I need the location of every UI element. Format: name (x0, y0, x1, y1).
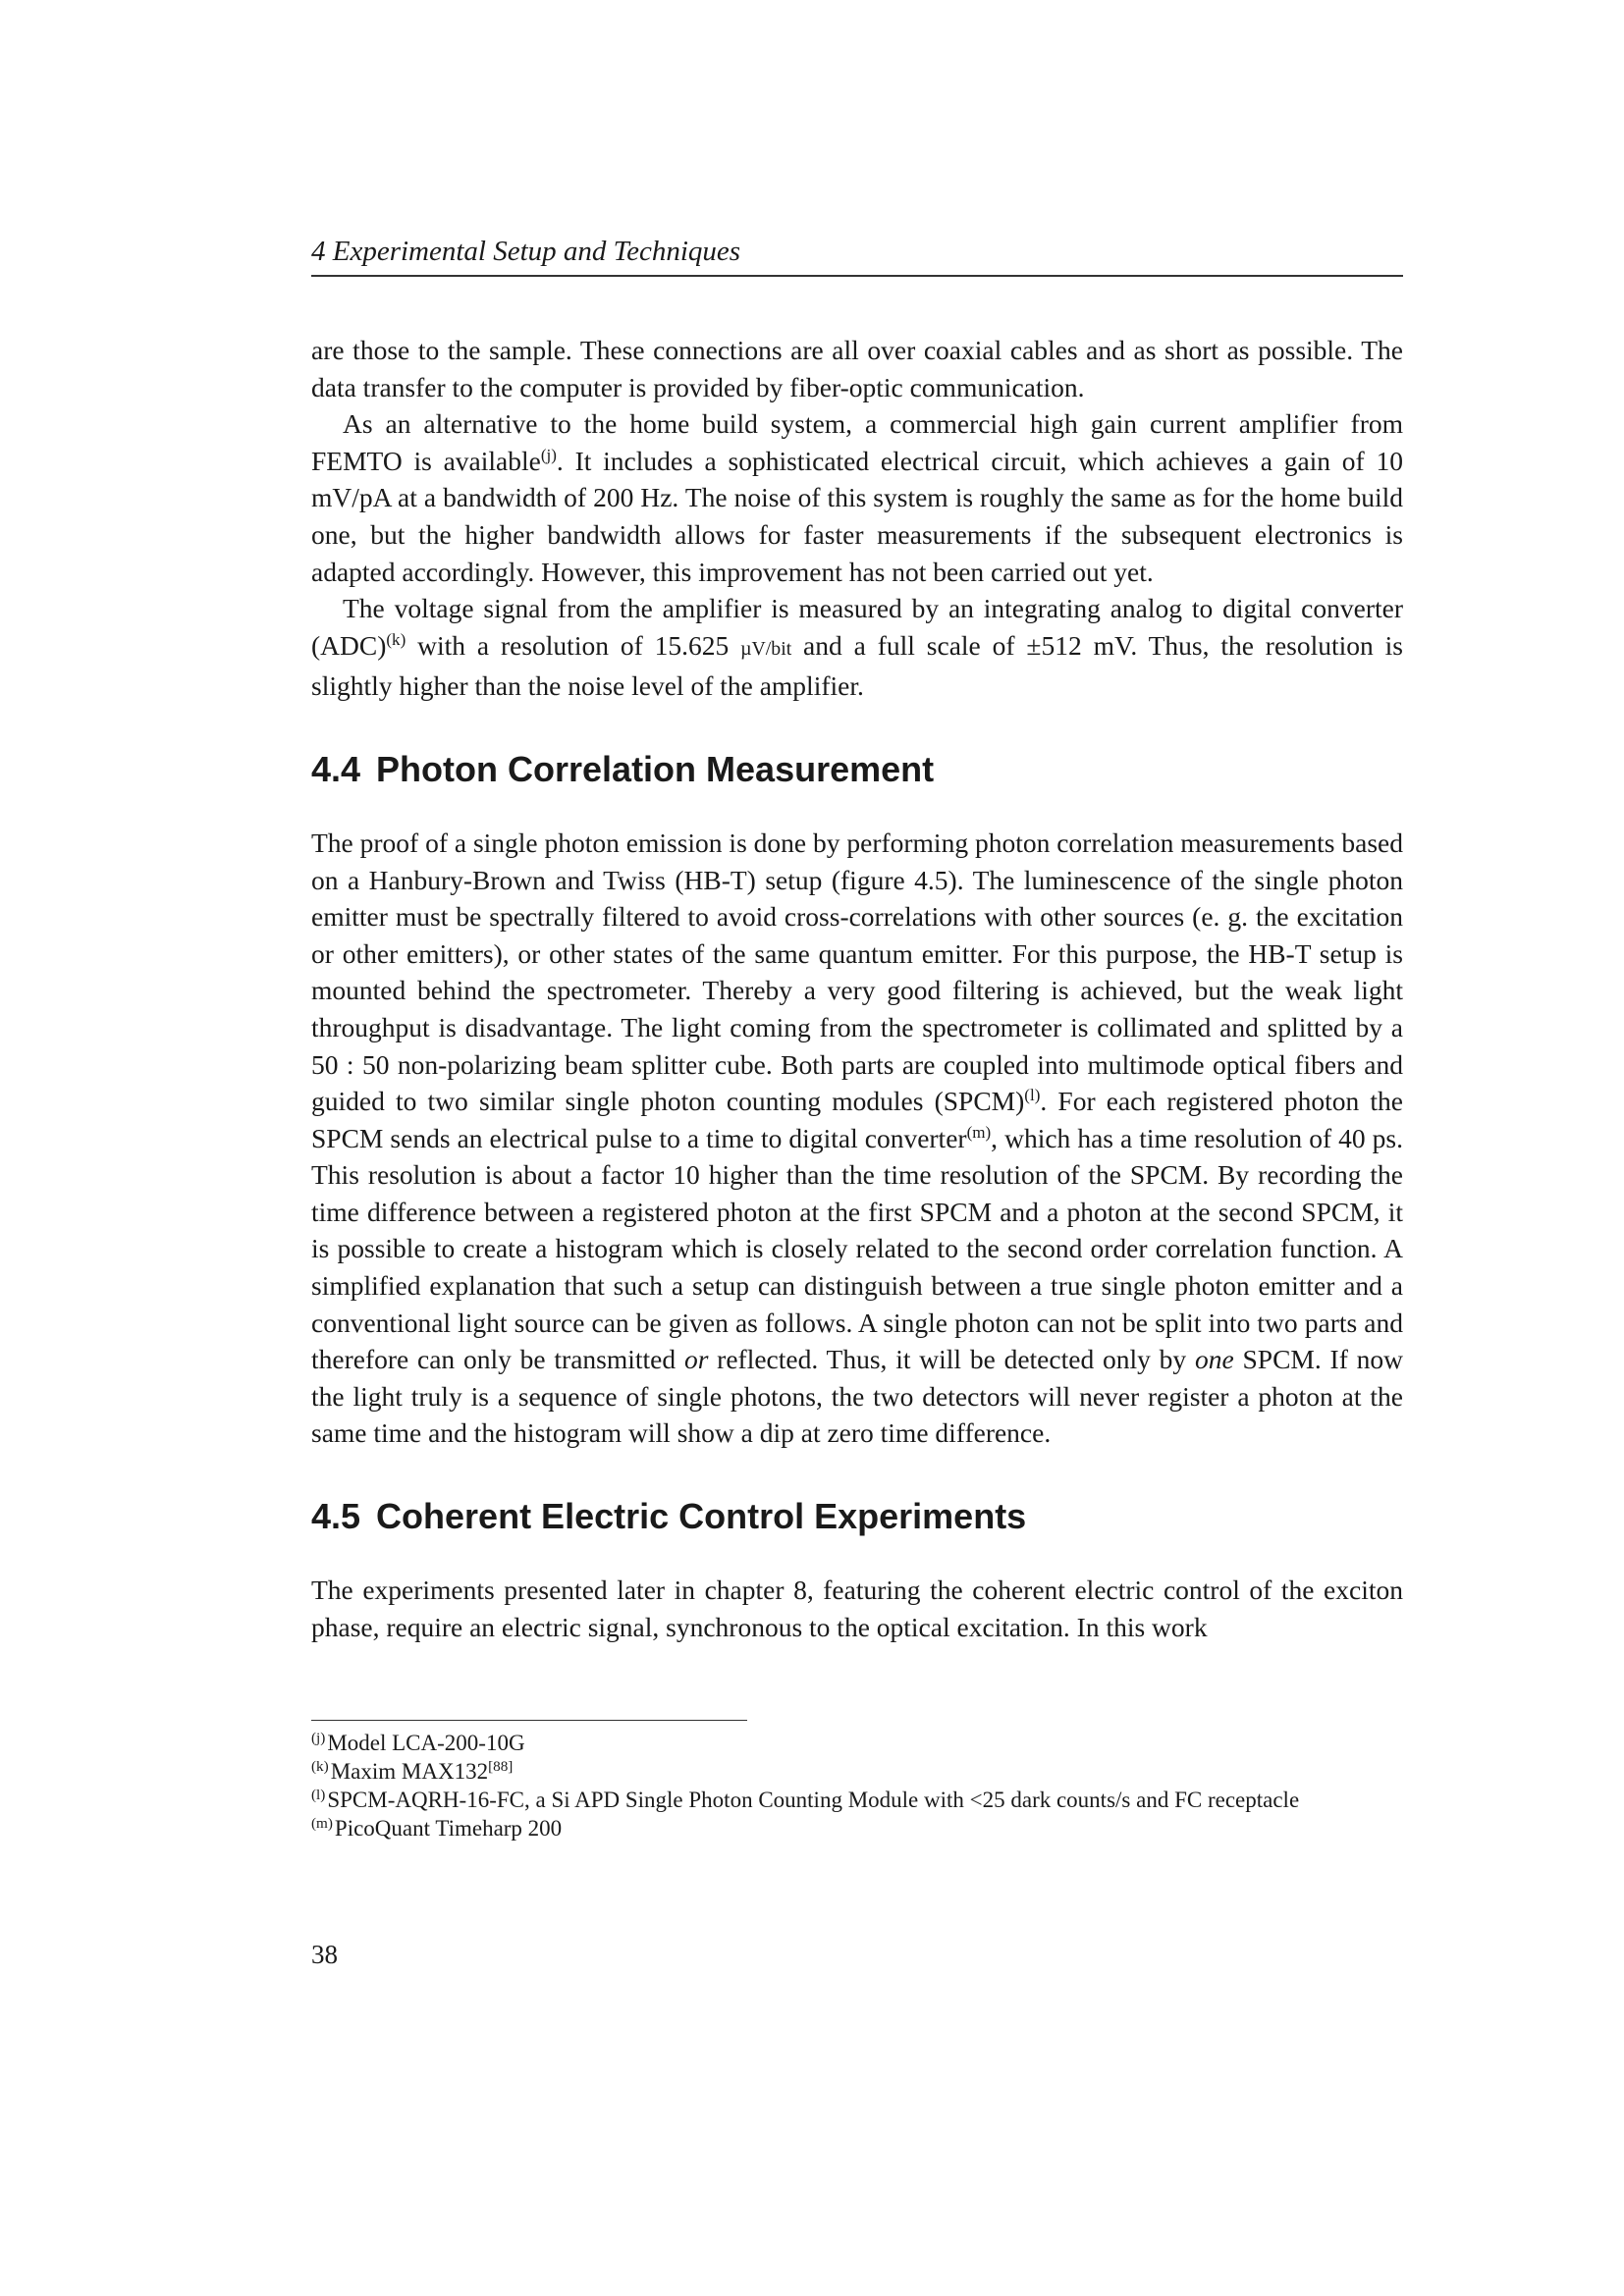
paragraph-text: , which has a time resolution of 40 ps. This resolution is about a factor 10 higher than the time resolution of the SPCM. By recording the time difference between a registered photon at the first SPCM and a photon at the second SPCM, it is possible to create a histogram which is closely related to the second order correlation function. A simplified explanation that such a setup can distinguish between a true single photon emitter and a conventional light source can be given as follows. A single photon can not be split into two parts and therefore can only be transmitted (311, 1122, 1404, 1375)
footnote-marker: (k) (311, 1757, 329, 1775)
footnote-m (311, 1814, 1403, 1842)
footnote-l (311, 1786, 1403, 1814)
paragraph-text: The experiments presented later in chapter 8, featuring the coherent electric control of the exciton phase, require an electric signal, synchronous to the optical excitation. In this work (311, 1575, 1403, 1642)
paragraph-text: . It includes a sophisticated electrical circuit, which achieves a gain of 10 mV/pA at a bandwidth of 200 Hz. The noise of this system is roughly the same as for the home build one, but the higher bandwidth allows for faster measurements if the subsequent electronics is adapted accordingly. However, this improvement has not been carried out yet. (311, 445, 1403, 587)
section-heading-4-4 (311, 748, 1403, 791)
running-header: 4 Experimental Setup and Techniques (311, 234, 1403, 277)
section-title: Coherent Electric Control Experiments (376, 1496, 1027, 1537)
footnote-marker: (m) (311, 1814, 333, 1832)
citation-ref: [88] (488, 1757, 514, 1775)
paragraph-text: The proof of a single photon emission is done by performing photon correlation measurements based on a Hanbury-Brown and Twiss (HB-T) setup (figure 4.5). The luminescence of the single photon emitter must be spectrally filtered to avoid cross-correlations with other sources (e. g. the excitation or other emitters), or other states of the same quantum emitter. For this purpose, the HB-T setup is mounted behind the spectrometer. Thereby a very good filtering is achieved, but the weak light throughput is disadvantage. The light coming from the spectrometer is collimated and splitted by a 50 : 50 non-polarizing beam splitter cube. Both parts are coupled into multimode optical fibers and guided to two similar single photon counting modules (SPCM) (311, 827, 1403, 1117)
paragraph-photon-correlation (311, 825, 1403, 1452)
paragraph-coherent-control (311, 1572, 1403, 1645)
emphasis-or: or (683, 1344, 709, 1375)
page-number: 38 (311, 1940, 338, 1969)
paragraph-text: and a full scale of ±512 mV. Thus, the resolution is slightly higher than the noise level of the amplifier. (311, 629, 1403, 702)
footnote-text: Maxim MAX132 (330, 1759, 489, 1784)
paragraph-text: SPCM. If now the light truly is a sequence of single photons, the two detectors will never register a photon at the same time and the histogram will show a dip at zero time difference. (311, 1344, 1403, 1449)
unit-resolution: µV/bit (740, 637, 792, 660)
paragraph-femto-amplifier (311, 405, 1403, 590)
footnote-marker: (j) (311, 1729, 326, 1746)
footnote-text: Model LCA-200-10G (327, 1731, 525, 1755)
paragraph-text: with a resolution of 15.625 (406, 629, 741, 661)
paragraph-text: are those to the sample. These connections are all over coaxial cables and as short as possible. The data transfer to the computer is provided by fiber-optic communication. (311, 335, 1403, 402)
footnote-ref-m: (m) (966, 1122, 992, 1142)
paragraph-adc (311, 590, 1403, 705)
footnote-ref-j: (j) (540, 445, 557, 464)
footnote-k (311, 1757, 1403, 1786)
footnote-ref-k: (k) (386, 629, 406, 649)
section-heading-4-5 (311, 1495, 1403, 1538)
paragraph-text: . For each registered photon the SPCM sends an electrical pulse to a time to digital converter (311, 1086, 1403, 1153)
footnote-j (311, 1729, 1403, 1757)
footnotes (311, 1720, 1403, 1842)
footnote-marker: (l) (311, 1786, 326, 1803)
footnote-text: PicoQuant Timeharp 200 (334, 1816, 563, 1841)
paragraph-text: The voltage signal from the amplifier is measured by an integrating analog to digital converter (ADC) (311, 593, 1403, 661)
footnote-ref-l: (l) (1024, 1085, 1041, 1104)
footnote-text: SPCM-AQRH-16-FC, a Si APD Single Photon Counting Module with <25 dark counts/s and FC receptacle (327, 1788, 1300, 1812)
paragraph-continuation (311, 332, 1403, 405)
paragraph-text: reflected. Thus, it will be detected only by (708, 1344, 1195, 1375)
main-text (311, 332, 1403, 1645)
section-number: 4.5 (311, 1496, 361, 1537)
emphasis-one: one (1194, 1344, 1234, 1375)
paragraph-text: As an alternative to the home build system, a commercial high gain current amplifier from FEMTO is available (311, 408, 1403, 476)
footnote-divider (311, 1720, 747, 1721)
section-number: 4.4 (311, 748, 361, 789)
section-title: Photon Correlation Measurement (376, 748, 935, 789)
